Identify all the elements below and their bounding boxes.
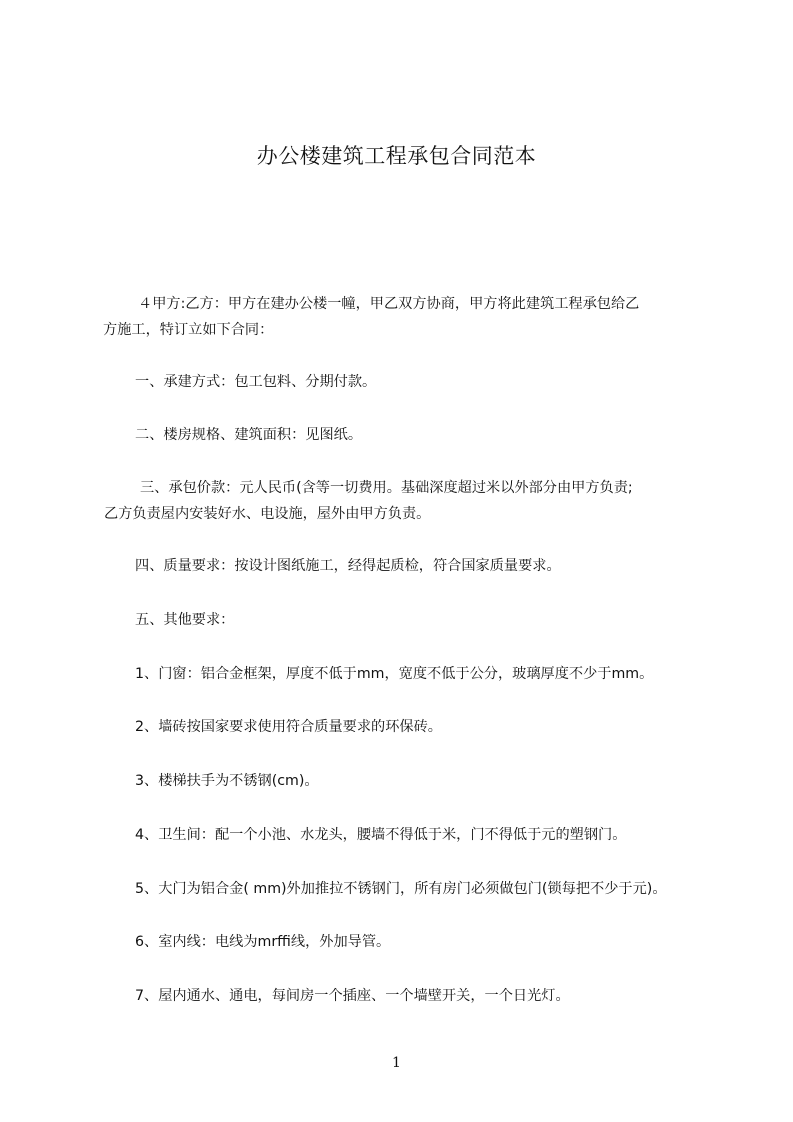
item-main-door: 5、大门为铝合金( mm)外加推拉不锈钢门，所有房门必须做包门(锁每把不少于元)。 xyxy=(135,881,667,897)
item-bathroom: 4、卫生间：配一个小池、水龙头，腰墙不得低于米，门不得低于元的塑钢门。 xyxy=(135,827,627,843)
item-stair-handrail: 3、楼梯扶手为不锈钢(cm)。 xyxy=(135,773,319,789)
document-title: 办公楼建筑工程承包合同范本 xyxy=(256,144,537,168)
item-wall-bricks: 2、墙砖按国家要求使用符合质量要求的环保砖。 xyxy=(135,719,442,735)
clause-contract-price xyxy=(104,475,706,527)
page-number: 1 xyxy=(392,1055,401,1071)
clause-quality-requirements: 四、质量要求：按设计图纸施工，经得起质检，符合国家质量要求。 xyxy=(135,558,561,574)
paragraph-line: 乙方负责屋内安装好水、电设施，屋外由甲方负责。 xyxy=(104,506,431,522)
clause-building-specs: 二、楼房规格、建筑面积：见图纸。 xyxy=(135,427,363,443)
clause-construction-method: 一、承建方式：包工包料、分期付款。 xyxy=(135,374,377,390)
paragraph-parties xyxy=(104,291,706,343)
paragraph-line: ４甲方:乙方：甲方在建办公楼一幢，甲乙双方协商，甲方将此建筑工程承包给乙 xyxy=(138,296,640,312)
item-water-electricity: 7、屋内通水、通电，每间房一个插座、一个墙壁开关，一个日光灯。 xyxy=(135,988,570,1004)
item-doors-windows: 1、门窗：铝合金框架，厚度不低于mm，宽度不低于公分，玻璃厚度不少于mm。 xyxy=(135,666,654,682)
clause-other-requirements: 五、其他要求： xyxy=(135,612,235,628)
item-indoor-wiring: 6、室内线：电线为mrffi线，外加导管。 xyxy=(135,934,391,950)
paragraph-line: 三、承包价款：元人民币(含等一切费用。基础深度超过米以外部分由甲方负责; xyxy=(140,480,633,496)
paragraph-line: 方施工，特订立如下合同： xyxy=(103,322,274,338)
